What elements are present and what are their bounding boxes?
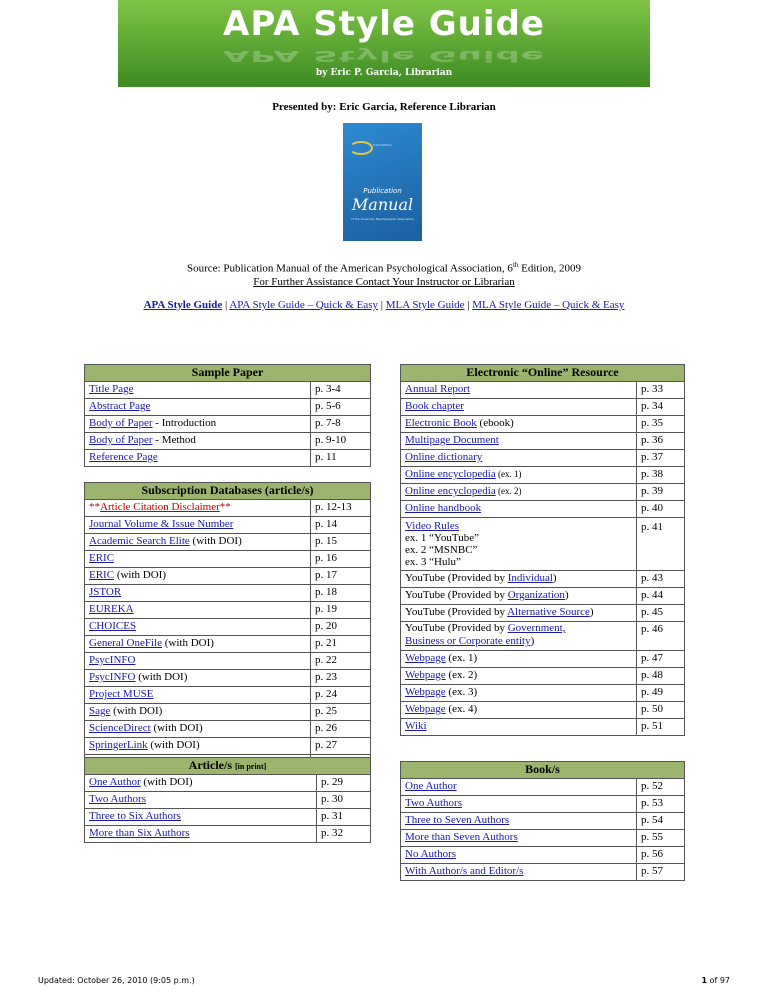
electronic-header: Electronic “Online” Resource — [401, 365, 685, 382]
entry-link[interactable]: Online dictionary — [405, 451, 483, 463]
table-row — [85, 826, 371, 843]
table-row: Body of Paper - Introduction p. 7-8 — [85, 416, 371, 433]
link-apa-quick[interactable]: APA Style Guide – Quick & Easy — [229, 299, 379, 311]
page-ref: p. 16 — [311, 551, 371, 568]
assistance-line: For Further Assistance Contact Your Instructor or Librarian — [253, 276, 515, 288]
page-ref: p. 7-8 — [311, 416, 371, 433]
table-row: Online encyclopedia (ex. 2) p. 39 — [401, 484, 685, 501]
table-row: YouTube (Provided by Organization) p. 44 — [401, 588, 685, 605]
entry-link[interactable]: More than Six Authors — [89, 827, 190, 839]
entry-link[interactable]: Two Authors — [405, 797, 462, 809]
table-row: Sage (with DOI) p. 25 — [85, 704, 371, 721]
page-ref: p. 34 — [637, 399, 685, 416]
table-row: One Author (with DOI) p. 29 — [85, 775, 371, 792]
link-apa-style-guide[interactable]: APA Style Guide — [143, 299, 223, 311]
table-row — [401, 433, 685, 450]
table-row — [85, 619, 371, 636]
page-ref: p. 50 — [637, 702, 685, 719]
page-ref: p. 45 — [637, 605, 685, 622]
table-row — [85, 382, 371, 399]
banner-title: APA Style Guide — [223, 4, 545, 44]
page-ref: p. 39 — [637, 484, 685, 501]
youtube-government-link[interactable]: Government, — [507, 622, 566, 634]
table-row: Webpage (ex. 4) p. 50 — [401, 702, 685, 719]
cover-edition: Sixth Edition — [373, 143, 392, 147]
presenter-line: Presented by: Eric Garcia, Reference Librarian — [272, 101, 496, 113]
page-ref: p. 38 — [637, 467, 685, 484]
page-ref: p. 54 — [637, 813, 685, 830]
cover-title-line1: Publication — [363, 187, 402, 195]
page-ref: p. 47 — [637, 651, 685, 668]
entry-link[interactable]: Three to Seven Authors — [405, 814, 510, 826]
entry-link[interactable]: Three to Six Authors — [89, 810, 181, 822]
table-row — [401, 501, 685, 518]
table-row — [401, 382, 685, 399]
cover-title-line2: Manual — [351, 195, 414, 214]
table-row — [401, 779, 685, 796]
entry-link[interactable]: More than Seven Authors — [405, 831, 518, 843]
page-ref: p. 11 — [311, 450, 371, 467]
link-mla-style-guide[interactable]: MLA Style Guide — [385, 299, 465, 311]
table-row — [85, 399, 371, 416]
page-ref: p. 25 — [311, 704, 371, 721]
entry-link[interactable]: Book chapter — [405, 400, 464, 412]
page-ref: p. 5-6 — [311, 399, 371, 416]
page-ref: p. 19 — [311, 602, 371, 619]
entry-link[interactable]: ERIC — [89, 552, 115, 564]
entry-link[interactable]: PsycINFO — [89, 654, 136, 666]
page-ref: p. 36 — [637, 433, 685, 450]
entry-link[interactable]: Sage — [89, 705, 111, 717]
table-row — [85, 687, 371, 704]
table-row: **Article Citation Disclaimer** p. 12-13 — [85, 500, 371, 517]
table-row — [401, 796, 685, 813]
sample-paper-table — [84, 364, 371, 467]
page-ref: p. 33 — [637, 382, 685, 399]
entry-link[interactable]: Reference Page — [89, 451, 158, 463]
entry-link[interactable]: Alternative Source — [507, 606, 590, 618]
page-ref: p. 31 — [317, 809, 371, 826]
entry-link[interactable]: Wiki — [405, 720, 427, 732]
page-ref: p. 18 — [311, 585, 371, 602]
page-ref: p. 56 — [637, 847, 685, 864]
table-row: YouTube (Provided by Alternative Source) p. 45 — [401, 605, 685, 622]
page-ref: p. 43 — [637, 571, 685, 588]
table-row — [85, 602, 371, 619]
sample-paper-header: Sample Paper — [85, 365, 371, 382]
table-row — [85, 792, 371, 809]
entry-link[interactable]: Two Authors — [89, 793, 146, 805]
table-row: PsycINFO (with DOI) p. 23 — [85, 670, 371, 687]
page-ref: p. 35 — [637, 416, 685, 433]
banner-subtitle: by Eric P. Garcia, Librarian — [315, 68, 453, 78]
youtube-business-link[interactable]: Business or Corporate entity — [405, 635, 531, 647]
article-citation-disclaimer-link[interactable]: Article Citation Disclaimer — [100, 501, 220, 513]
table-row: General OneFile (with DOI) p. 21 — [85, 636, 371, 653]
page-ref: p. 14 — [311, 517, 371, 534]
table-row — [85, 809, 371, 826]
table-row: SpringerLink (with DOI) p. 27 — [85, 738, 371, 755]
table-row: Body of Paper - Method p. 9-10 — [85, 433, 371, 450]
page-ref: p. 21 — [311, 636, 371, 653]
entry-link[interactable]: CHOICES — [89, 620, 137, 632]
articles-in-print-table — [84, 757, 371, 843]
subscription-databases-table — [84, 482, 371, 772]
entry-link[interactable]: No Authors — [405, 848, 457, 860]
entry-link[interactable]: Journal Volume & Issue Number — [89, 518, 234, 530]
table-row — [401, 813, 685, 830]
table-row: Video Rules ex. 1 “YouTube” ex. 2 “MSNBC” ex. 3 “Hulu” p. 41 — [401, 518, 685, 571]
page-number: 1 of 97 — [701, 976, 730, 985]
page-ref: p. 44 — [637, 588, 685, 605]
table-row — [401, 864, 685, 881]
entry-link[interactable]: Abstract Page — [89, 400, 151, 412]
entry-link[interactable]: Webpage — [405, 669, 446, 681]
entry-link[interactable]: One Author — [405, 780, 457, 792]
entry-link[interactable]: ScienceDirect — [89, 722, 151, 734]
page-ref: p. 30 — [317, 792, 371, 809]
swirl-logo-icon — [349, 141, 373, 155]
cover-association: of the American Psychological Association — [350, 217, 415, 221]
books-table — [400, 761, 685, 881]
subscription-header: Subscription Databases (article/s) — [85, 483, 371, 500]
page-ref: p. 17 — [311, 568, 371, 585]
table-row: Electronic Book (ebook) p. 35 — [401, 416, 685, 433]
page-ref: p. 15 — [311, 534, 371, 551]
page-ref: p. 3-4 — [311, 382, 371, 399]
table-row: Academic Search Elite (with DOI) p. 15 — [85, 534, 371, 551]
table-row — [401, 719, 685, 736]
entry-link[interactable]: Multipage Document — [405, 434, 499, 446]
table-row: ScienceDirect (with DOI) p. 26 — [85, 721, 371, 738]
page-ref: p. 9-10 — [311, 433, 371, 450]
page-ref: p. 52 — [637, 779, 685, 796]
table-row — [401, 830, 685, 847]
table-row — [85, 551, 371, 568]
page-ref: p. 20 — [311, 619, 371, 636]
page-ref: p. 29 — [317, 775, 371, 792]
banner-title-reflection: APA Style Guide — [223, 47, 545, 65]
electronic-resource-table — [400, 364, 685, 736]
entry-link[interactable]: JSTOR — [89, 586, 122, 598]
publication-manual-cover — [343, 123, 422, 241]
table-row — [85, 517, 371, 534]
entry-link[interactable]: Webpage — [405, 703, 446, 715]
banner — [118, 0, 650, 87]
entry-link[interactable]: General OneFile — [89, 637, 162, 649]
entry-link[interactable]: Webpage — [405, 686, 446, 698]
guide-links: APA Style Guide | APA Style Guide – Quick & Easy | MLA Style Guide | MLA Style Guide – Quick & Easy — [143, 299, 625, 311]
entry-link[interactable]: SpringerLink — [89, 739, 148, 751]
table-row: Webpage (ex. 3) p. 49 — [401, 685, 685, 702]
table-row: Webpage (ex. 1) p. 47 — [401, 651, 685, 668]
table-row — [401, 847, 685, 864]
entry-link[interactable]: Academic Search Elite — [89, 535, 190, 547]
entry-link[interactable]: With Author/s and Editor/s — [405, 865, 524, 877]
entry-link[interactable]: Project MUSE — [89, 688, 154, 700]
articles-header: Article/s [in print] — [85, 758, 371, 775]
page-ref: p. 40 — [637, 501, 685, 518]
link-mla-quick[interactable]: MLA Style Guide – Quick & Easy — [472, 299, 625, 311]
entry-link[interactable]: Annual Report — [405, 383, 471, 395]
table-row: YouTube (Provided by Individual) p. 43 — [401, 571, 685, 588]
page-ref: p. 49 — [637, 685, 685, 702]
page-ref: p. 32 — [317, 826, 371, 843]
page-ref: p. 48 — [637, 668, 685, 685]
entry-link[interactable]: Online handbook — [405, 502, 482, 514]
source-line: Source: Publication Manual of the American Psychological Association, 6th Edition, 2009 — [186, 261, 582, 275]
entry-link[interactable]: Electronic Book — [405, 417, 477, 429]
table-row — [401, 399, 685, 416]
entry-link[interactable]: Individual — [507, 572, 553, 584]
entry-link[interactable]: Organization — [507, 589, 565, 601]
table-row: Online encyclopedia (ex. 1) p. 38 — [401, 467, 685, 484]
entry-link[interactable]: Online encyclopedia — [405, 468, 496, 480]
page-ref: p. 26 — [311, 721, 371, 738]
entry-link[interactable]: PsycINFO — [89, 671, 136, 683]
table-row — [85, 653, 371, 670]
page-ref: p. 57 — [637, 864, 685, 881]
table-row — [401, 450, 685, 467]
page-ref: p. 22 — [311, 653, 371, 670]
page-ref: p. 27 — [311, 738, 371, 755]
entry-link[interactable]: Body of Paper — [89, 434, 153, 446]
entry-link[interactable]: Title Page — [89, 383, 134, 395]
page-ref: p. 51 — [637, 719, 685, 736]
entry-link[interactable]: Body of Paper — [89, 417, 153, 429]
entry-link[interactable]: Online encyclopedia — [405, 485, 496, 497]
entry-link[interactable]: One Author — [89, 776, 141, 788]
entry-link[interactable]: Webpage — [405, 652, 446, 664]
books-header: Book/s — [401, 762, 685, 779]
page-ref: p. 23 — [311, 670, 371, 687]
entry-link[interactable]: EUREKA — [89, 603, 134, 615]
page-ref: p. 24 — [311, 687, 371, 704]
table-row: Webpage (ex. 2) p. 48 — [401, 668, 685, 685]
video-rules-link[interactable]: Video Rules — [405, 520, 460, 532]
page-ref: p. 37 — [637, 450, 685, 467]
table-row: YouTube (Provided by Government, Business or Corporate entity) p. 46 — [401, 622, 685, 651]
page-ref: p. 53 — [637, 796, 685, 813]
table-row — [85, 450, 371, 467]
updated-date: Updated: October 26, 2010 (9:05 p.m.) — [38, 976, 195, 985]
table-row: ERIC (with DOI) p. 17 — [85, 568, 371, 585]
entry-link[interactable]: ERIC — [89, 569, 115, 581]
table-row — [85, 585, 371, 602]
page-ref: p. 55 — [637, 830, 685, 847]
